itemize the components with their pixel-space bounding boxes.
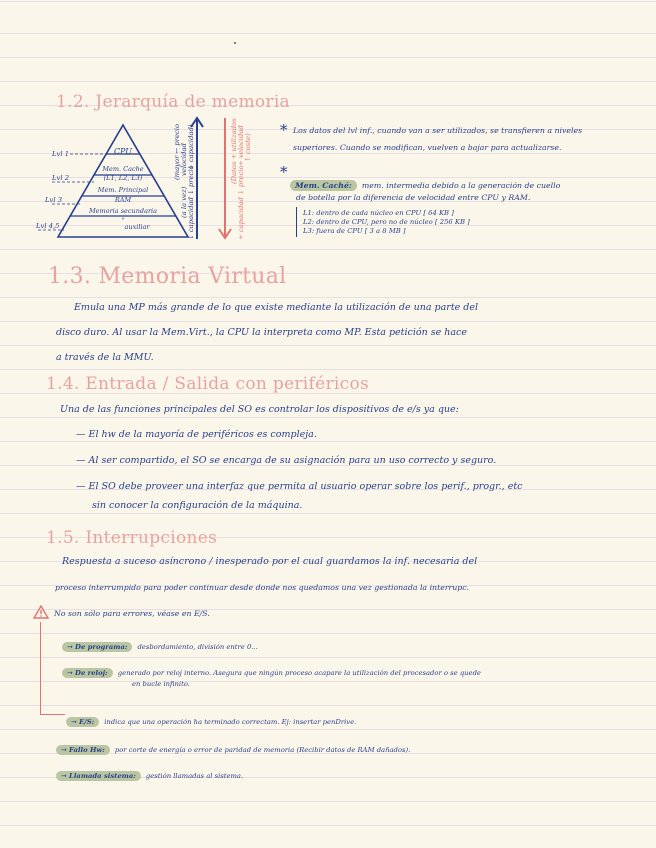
warning-text: No son sólo para errores, véase en E/S.	[54, 609, 210, 618]
interrupt-io-pill: → E/S:	[66, 717, 99, 727]
interrupt-program	[62, 634, 258, 653]
blue-arrow-label-1: (mayor ← precio	[173, 123, 181, 180]
warning-triangle-icon	[33, 605, 49, 619]
s14-bullet-2: — Al ser compartido, el SO se encarga de su asignación para un uso correcto y seguro.	[76, 455, 497, 466]
interrupt-io-text: indica que una operación ha terminado correctam. Ej: insertar penDrive.	[104, 718, 357, 726]
s14-bullet-3: — El SO debe proveer una interfaz que permita al usuario operar sobre los perif., progr., etc	[76, 481, 523, 492]
pyramid-level-cache: Mem. Cache	[102, 165, 144, 173]
blue-arrow-label-2: velocidad	[180, 143, 188, 176]
cache-levels-bracket	[296, 207, 301, 237]
blue-arrow-label-5: ↓ capacidad ↓ precio	[187, 165, 195, 240]
page-dot	[234, 42, 236, 44]
interrupt-hw-pill: → Fallo Hw:	[56, 745, 110, 755]
note2-row	[290, 173, 560, 192]
interrupt-io	[66, 709, 356, 728]
s13-line-1: Emula una MP más grande de lo que existe mediante la utilización de una parte del	[74, 302, 479, 313]
interrupt-syscall-pill: → Llamada sistema:	[56, 771, 141, 781]
blue-arrow-label-3: ↓ capacidad)	[187, 124, 195, 170]
pyramid-level-label-1: Lvl 1	[52, 150, 70, 158]
interrupt-program-text: desbordamiento, división entre 0...	[137, 643, 258, 651]
s13-line-2: disco duro. Al usar la Mem.Virt., la CPU la interpreta como MP. Esta petición se hace	[56, 327, 467, 338]
pyramid-level-plus: +	[120, 216, 126, 222]
interrupt-program-pill: → De programa:	[62, 642, 132, 652]
cache-pill: Mem. Caché:	[290, 180, 357, 191]
note1-line2: superiores. Cuando se modifican, vuelven a bajar para actualizarse.	[293, 143, 562, 152]
cache-level-l1: L1: dentro de cada núcleo en CPU [ 64 KB ]	[303, 209, 454, 217]
pyramid-level-label-4: Lvl 4,5	[36, 222, 60, 230]
pyramid-level-label-3: Lvl 3	[45, 196, 63, 204]
red-arrow-label-3: ↑ coste)	[244, 133, 252, 162]
interrupt-syscall-text: gestión llamadas al sistema.	[145, 772, 244, 780]
note2-line2: de botella por la diferencia de velocidad entre CPU y RAM.	[296, 193, 531, 202]
section-1-3-title: 1.3. Memoria Virtual	[48, 264, 287, 289]
pyramid-level-main: Mem. Principal	[97, 186, 149, 194]
pyramid-level-cache-sub: (L1, L2, L3)	[103, 174, 143, 182]
section-1-5-title: 1.5. Interrupciones	[46, 528, 218, 548]
interrupt-syscall	[56, 763, 243, 782]
cache-level-l2: L2: dentro de CPU, pero no de núcleo [ 256 KB ]	[303, 218, 470, 226]
pyramid-level-ram: RAM	[114, 196, 132, 204]
pyramid-level-cpu: CPU	[113, 147, 133, 156]
interrupt-hw-text: por corte de energía o error de paridad de memoria (Recibir datos de RAM dañados).	[114, 746, 411, 754]
pyramid-level-secondary: Memoria secundaria	[89, 207, 157, 215]
note1-star: *	[280, 121, 288, 139]
note1-line1: Los datos del lvl inf., cuando van a ser utilizados, se transfieren a niveles	[293, 126, 583, 135]
note2-line1: mem. intermedia debido a la generación de cuello	[361, 181, 561, 190]
interrupt-clock-pill: → De reloj:	[62, 668, 113, 678]
interrupt-clock	[62, 660, 481, 679]
cache-level-l3: L3: fuera de CPU [ 3 a 8 MB ]	[303, 227, 406, 235]
blue-arrow-label-4: (a la vez)	[180, 186, 188, 218]
note2-star: *	[280, 163, 288, 181]
pyramid-level-label-2: Lvl 2	[52, 174, 70, 182]
interrupt-clock-text-2: en bucle infinito.	[132, 680, 190, 688]
red-arrow-label-4: + capacidad ↓ precio	[237, 165, 245, 240]
interrupt-clock-text: generado por reloj interno. Asegura que ningún proceso acapare la utilización del procesador o se quede	[117, 669, 481, 677]
s15-line-2: proceso interrumpido para poder continuar desde donde nos quedamos una vez gestionada la interrupc.	[55, 583, 470, 592]
section-1-2-title: 1.2. Jerarquía de memoria	[56, 92, 290, 112]
red-arrow-label-2: + velocidad	[237, 125, 245, 166]
interrupt-hw	[56, 737, 410, 756]
red-arrow-label-1: (Datos + utilizados	[230, 118, 238, 184]
section-1-4-title: 1.4. Entrada / Salida con periféricos	[46, 374, 370, 394]
s14-intro: Una de las funciones principales del SO es controlar los dispositivos de e/s ya que:	[60, 404, 459, 415]
s13-line-3: a través de la MMU.	[56, 352, 154, 363]
s15-line-1: Respuesta a suceso asíncrono / inesperado por el cual guardamos la inf. necesaria del	[62, 556, 478, 567]
s14-bullet-3-cont: sin conocer la configuración de la máquina.	[92, 500, 303, 511]
pyramid-level-aux: auxiliar	[124, 223, 150, 231]
s14-bullet-1: — El hw de la mayoría de periféricos es compleja.	[76, 429, 317, 440]
